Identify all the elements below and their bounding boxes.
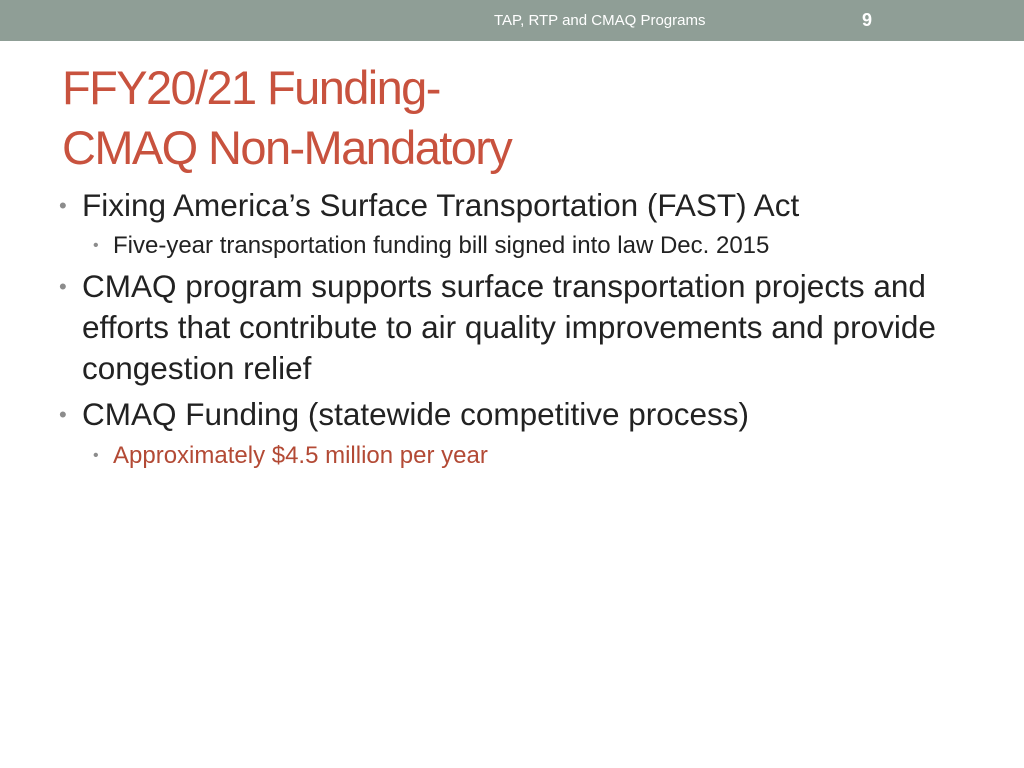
slide-title-line-2: CMAQ Non-Mandatory — [62, 121, 512, 174]
slide-body — [0, 183, 1024, 471]
bullet-dot: • — [93, 237, 99, 254]
bullet-text: CMAQ Funding (statewide competitive process) — [82, 396, 750, 432]
bullet-dot: • — [59, 193, 67, 218]
header-bar — [0, 0, 1024, 41]
bullet-item — [0, 394, 1024, 435]
bullet-item — [0, 266, 1024, 389]
bullet-text-highlight: Approximately $4.5 million per year — [113, 442, 488, 469]
sub-bullet-item — [0, 230, 1024, 261]
slide-title — [62, 58, 511, 178]
bullet-text: Fixing America’s Surface Transportation (FAST) Act — [82, 187, 800, 223]
bullet-dot: • — [59, 274, 67, 299]
bullet-item — [0, 185, 1024, 226]
slide-number: 9 — [862, 10, 873, 30]
sub-bullet-item — [0, 440, 1024, 471]
bullet-dot: • — [59, 402, 67, 427]
footer-text: TAP, RTP and CMAQ Programs — [494, 12, 706, 29]
bullet-text: Five-year transportation funding bill signed into law Dec. 2015 — [113, 232, 770, 259]
slide-title-line-1: FFY20/21 Funding- — [62, 61, 440, 114]
bullet-dot: • — [93, 447, 99, 464]
bullet-text: CMAQ program supports surface transportation projects and efforts that contribute to air quality improvements and provide congestion relief — [82, 268, 936, 386]
